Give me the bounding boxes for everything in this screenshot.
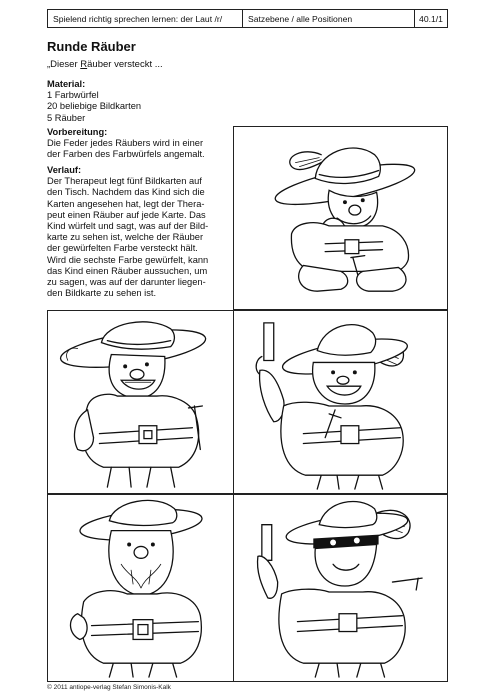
robber-sitting-illustration bbox=[234, 127, 447, 309]
preparation-line: Die Feder jedes Räubers wird in einer bbox=[47, 138, 204, 149]
procedure-line: Der Therapeut legt fünf Bildkarten auf bbox=[47, 176, 202, 187]
procedure-line: den Bildkarte zu sehen ist. bbox=[47, 288, 157, 299]
example-sentence-prefix: „Dieser bbox=[47, 59, 81, 70]
preparation-section bbox=[47, 127, 227, 161]
header-series-title: Spielend richtig sprechen lernen: der Laut /r/ bbox=[48, 10, 243, 27]
procedure-line: Kind würfelt und sagt, was auf der Bild- bbox=[47, 221, 209, 232]
procedure-line: das Kind einen Räuber aussuchen, um bbox=[47, 265, 208, 276]
procedure-line: peut einen Räuber auf jede Karte. Das bbox=[47, 209, 206, 220]
robber-card-4 bbox=[47, 494, 234, 682]
procedure-line: Karten angesehen hat, legt der Thera- bbox=[47, 198, 205, 209]
material-section bbox=[47, 79, 237, 124]
example-sentence bbox=[47, 59, 163, 70]
example-sentence-target-sound: R bbox=[80, 59, 88, 70]
procedure-line: den Tisch. Nachdem das Kind sich die bbox=[47, 187, 205, 198]
material-item: 1 Farbwürfel bbox=[47, 90, 99, 101]
example-sentence-suffix: äuber versteckt ... bbox=[87, 59, 163, 70]
robber-card-1 bbox=[233, 126, 448, 310]
header-level: Satzebene / alle Positionen bbox=[243, 10, 415, 27]
robber-masked-illustration bbox=[234, 495, 447, 681]
procedure-line: Wird die sechste Farbe gewürfelt, kann bbox=[47, 254, 209, 265]
procedure-line: zu sagen, was auf der darunter liegen- bbox=[47, 277, 206, 288]
robber-laughing-illustration bbox=[48, 311, 233, 493]
robber-card-2 bbox=[47, 310, 234, 494]
page-title: Runde Räuber bbox=[47, 39, 136, 54]
preparation-label: Vorbereitung: bbox=[47, 127, 108, 137]
procedure-line: der gewürfelten Farbe versteckt hält. bbox=[47, 243, 198, 254]
preparation-line: der Farben des Farbwürfels angemalt. bbox=[47, 149, 205, 160]
procedure-section bbox=[47, 165, 227, 299]
procedure-label: Verlauf: bbox=[47, 165, 82, 175]
robber-card-3 bbox=[233, 310, 448, 494]
header-page-number: 40.1/1 bbox=[419, 13, 443, 24]
procedure-line: karte zu sehen ist, welche der Räuber bbox=[47, 232, 204, 243]
worksheet-header bbox=[47, 9, 448, 28]
material-label: Material: bbox=[47, 79, 86, 89]
robber-bearded-illustration bbox=[48, 495, 233, 681]
robber-pistol-illustration bbox=[234, 311, 447, 493]
copyright-footer: © 2011 antiope-verlag Stefan Simonis-Kalk bbox=[47, 684, 171, 691]
material-item: 5 Räuber bbox=[47, 112, 86, 123]
robber-card-5 bbox=[233, 494, 448, 682]
material-item: 20 beliebige Bildkarten bbox=[47, 101, 142, 112]
